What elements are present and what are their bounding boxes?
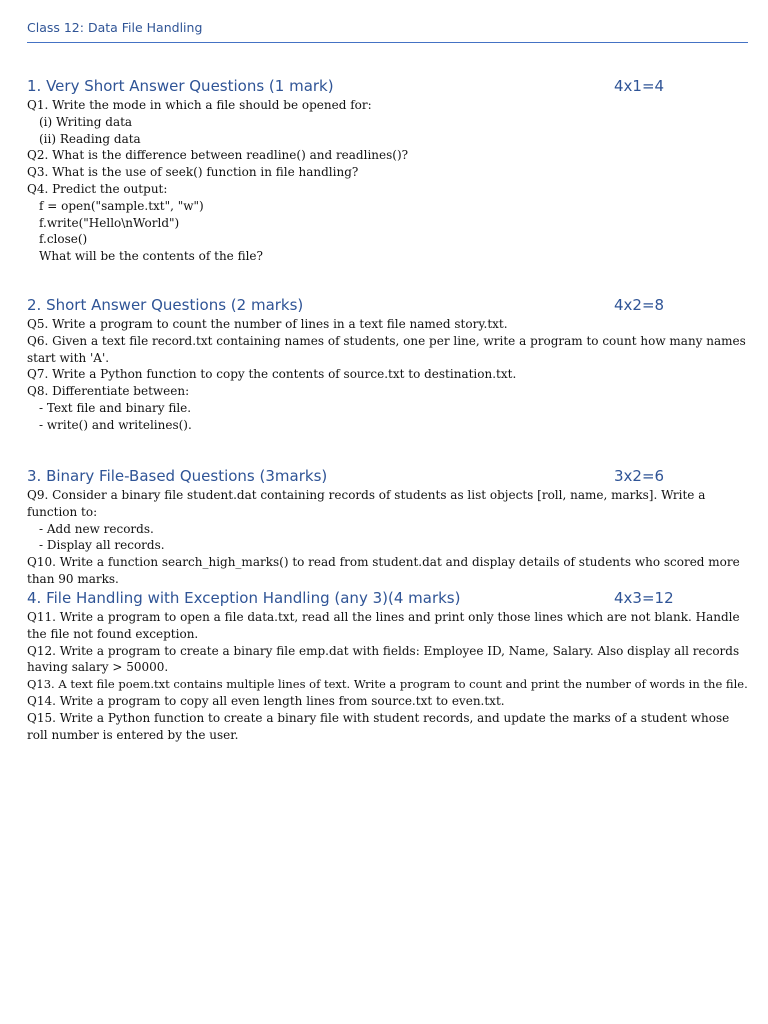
question-q10: Q10. Write a function search_high_marks() to read from student.dat and display details of students who scored more than 90 marks. [27,555,740,586]
question-q9-item: - Display all records. [39,538,165,553]
code-line: f = open("sample.txt", "w") [39,198,204,213]
section-title: 2. Short Answer Questions (2 marks) [27,296,304,314]
option-writing-data: (i) Writing data [39,114,133,129]
section-heading [27,296,749,316]
section-title: 4. File Handling with Exception Handling (any 3)(4 marks) [27,589,461,607]
question-q9: Q9. Consider a binary file student.dat containing records of students as list objects [roll, name, marks]. Write a function to: [27,488,706,519]
question-q1: Q1. Write the mode in which a file should be opened for: [27,98,372,112]
section-title: 1. Very Short Answer Questions (1 mark) [27,77,334,95]
question-list [27,487,749,588]
section-heading [27,467,749,487]
question-q3: Q3. What is the use of seek() function in file handling? [27,165,359,180]
question-list [27,609,749,743]
section-marks: 4x3=12 [614,589,674,607]
question-q6: Q6. Given a text file record.txt containing names of students, one per line, write a program to count how many names start with 'A'. [27,333,746,365]
question-q11: Q11. Write a program to open a file data.txt, read all the lines and print only those lines which are not blank. Handle the file not found exception. [27,610,740,641]
section-exception-handling [27,589,749,743]
section-very-short-answer [27,77,749,265]
question-q12: Q12. Write a program to create a binary file emp.dat with fields: Employee ID, Name, Salary. Also display all records having salary > 50000. [27,643,740,675]
question-q4-prompt: What will be the contents of the file? [39,249,263,264]
section-heading [27,77,749,97]
question-q13: Q13. A text file poem.txt contains multiple lines of text. Write a program to count and print the number of words in the file. [27,677,748,692]
question-q8: Q8. Differentiate between: [27,384,190,399]
page-header-title: Class 12: Data File Handling [27,20,203,35]
question-list [27,316,749,434]
header-divider [27,42,748,43]
question-q5: Q5. Write a program to count the number of lines in a text file named story.txt. [27,317,508,331]
code-line: f.close() [39,232,88,247]
section-marks: 3x2=6 [614,467,665,485]
question-q14: Q14. Write a program to copy all even length lines from source.txt to even.txt. [27,693,505,708]
code-line: f.write("Hello\nWorld") [39,215,180,230]
section-marks: 4x2=8 [614,296,665,314]
section-heading [27,589,749,609]
question-q9-item: - Add new records. [39,521,154,536]
question-q8-item: - Text file and binary file. [39,400,192,415]
question-q2: Q2. What is the difference between readline() and readlines()? [27,148,409,163]
question-list [27,97,749,265]
section-binary-file [27,467,749,588]
question-q15: Q15. Write a Python function to create a binary file with student records, and update the marks of a student whose roll number is entered by the user. [27,710,730,742]
question-q4: Q4. Predict the output: [27,181,168,196]
question-q7: Q7. Write a Python function to copy the contents of source.txt to destination.txt. [27,367,517,382]
section-marks: 4x1=4 [614,77,665,95]
option-reading-data: (ii) Reading data [39,131,141,146]
section-title: 3. Binary File-Based Questions (3marks) [27,467,328,485]
section-short-answer [27,296,749,434]
question-q8-item: - write() and writelines(). [39,417,192,432]
